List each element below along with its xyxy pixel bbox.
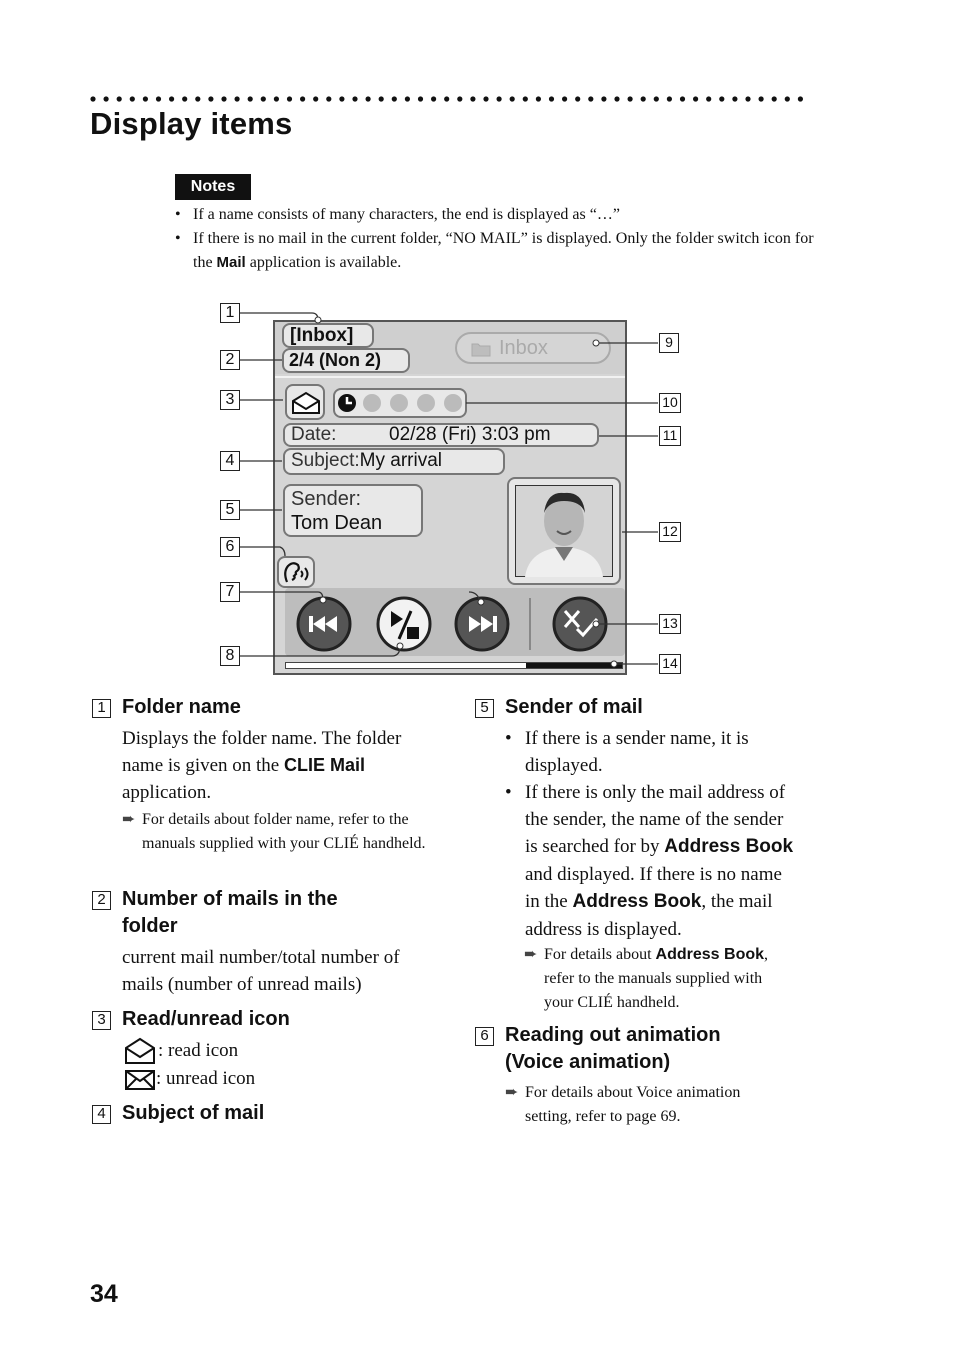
item-body: mails (number of unread mails) <box>122 974 362 995</box>
bullet-item-cont: displayed. <box>525 755 603 776</box>
callout-11: 11 <box>659 426 681 446</box>
mail-count: 2/4 (Non 2) <box>282 348 410 373</box>
item-body: current mail number/total number of <box>122 947 400 968</box>
arrow-icon: ➨ <box>505 1084 519 1101</box>
note-text: If there is no mail in the current folder, “NO MAIL” is displayed. Only the folder switch icon for the Mail application is available. <box>193 230 814 271</box>
item-title: Folder name <box>122 696 241 718</box>
item-number: 3 <box>92 1011 111 1030</box>
callout-7: 7 <box>220 582 240 602</box>
mail-keyword: Mail <box>216 254 246 271</box>
bullet-item-cont: is searched for by Address Book <box>525 836 794 857</box>
arrow-icon: ➨ <box>524 946 538 963</box>
callout-9: 9 <box>659 333 679 353</box>
bullet-item: • If there is only the mail address of <box>505 782 786 803</box>
bullet-item-cont: the sender, the name of the sender <box>525 809 784 830</box>
note-item: • If there is no mail in the current folder, “NO MAIL” is displayed. Only the folder switch icon for the Mail application is available. <box>175 227 815 275</box>
item-number: 2 <box>92 891 111 910</box>
item-reference: refer to the manuals supplied with <box>544 970 763 987</box>
item-reference: ➨ For details about Voice animation <box>525 1081 740 1105</box>
callout-1: 1 <box>220 303 240 323</box>
item-reference: ➨ For details about Address Book, <box>544 943 768 967</box>
item-title: Reading out animation <box>505 1024 721 1046</box>
callout-6: 6 <box>220 537 240 557</box>
folder-name: [Inbox] <box>282 323 374 348</box>
item-title: Sender of mail <box>505 696 643 718</box>
subject-field: Subject:My arrival <box>283 448 505 475</box>
item-title: Number of mails in the <box>122 888 338 910</box>
arrow-icon: ➨ <box>122 811 136 828</box>
callout-8: 8 <box>220 646 240 666</box>
callout-3: 3 <box>220 390 240 410</box>
item-reference: your CLIÉ handheld. <box>544 994 680 1011</box>
read-envelope-icon <box>124 1037 156 1065</box>
item-title: (Voice animation) <box>505 1051 671 1073</box>
item-reference: ➨ For details about folder name, refer to the manuals supplied with your CLIÉ handheld. <box>142 808 432 856</box>
page-number: 34 <box>90 1280 118 1308</box>
bullet-item-cont: in the Address Book, the mail <box>525 891 773 912</box>
item-title: folder <box>122 915 178 937</box>
item-number: 4 <box>92 1105 111 1124</box>
callout-14: 14 <box>659 654 681 674</box>
callout-2: 2 <box>220 350 240 370</box>
page-title: Display items <box>90 106 293 141</box>
sender-field: Sender: Tom Dean <box>283 484 423 537</box>
read-icon-label: : read icon <box>158 1040 239 1061</box>
item-title: Read/unread icon <box>122 1008 290 1030</box>
callout-12: 12 <box>659 522 681 542</box>
item-number: 1 <box>92 699 111 718</box>
item-number: 6 <box>475 1027 494 1046</box>
unread-envelope-icon <box>124 1069 156 1091</box>
bullet-item-cont: address is displayed. <box>525 919 682 940</box>
note-text: If a name consists of many characters, the end is displayed as “…” <box>193 206 620 223</box>
item-title: Subject of mail <box>122 1102 265 1124</box>
item-body: Displays the folder name. The folder name is given on the CLIE Mail application. <box>122 728 402 803</box>
note-item: • If a name consists of many characters, the end is displayed as “…” <box>175 203 815 227</box>
item-number: 5 <box>475 699 494 718</box>
bullet-item-cont: and displayed. If there is no name <box>525 864 782 885</box>
callout-4: 4 <box>220 451 240 471</box>
notes-badge: Notes <box>175 174 251 200</box>
date-field: Date: 02/28 (Fri) 3:03 pm <box>283 423 599 447</box>
unread-icon-label: : unread icon <box>156 1068 256 1089</box>
item-reference: setting, refer to page 69. <box>525 1108 681 1125</box>
callout-10: 10 <box>659 393 681 413</box>
bullet-item: • If there is a sender name, it is <box>505 728 749 749</box>
folder-switch-button: Inbox <box>455 332 611 364</box>
callout-5: 5 <box>220 500 240 520</box>
callout-13: 13 <box>659 614 681 634</box>
